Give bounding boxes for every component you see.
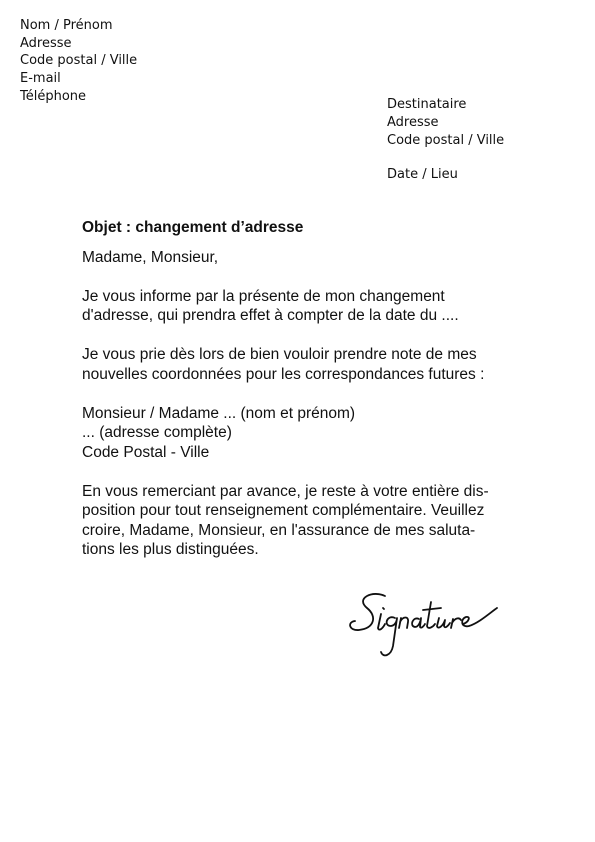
sender-name: Nom / Prénom [20, 18, 113, 33]
recipient-address: Adresse [387, 115, 439, 130]
paragraph-line: tions les plus distinguées. [82, 541, 259, 558]
letter-subject: Objet : changement d’adresse [82, 219, 304, 236]
handwritten-signature [345, 588, 505, 663]
letter-body [82, 218, 522, 579]
letter-greeting: Madame, Monsieur, [82, 248, 219, 266]
paragraph-notice [82, 287, 522, 326]
paragraph-line: En vous remerciant par avance, je reste à votre entière dis- [82, 482, 489, 500]
paragraph-line: croire, Madame, Monsieur, en l'assurance de mes saluta- [82, 521, 476, 539]
paragraph-request [82, 345, 522, 384]
new-address-street: ... (adresse complète) [82, 424, 232, 441]
sender-block [20, 17, 137, 106]
sender-phone: Téléphone [20, 88, 87, 104]
sender-postal-city: Code postal / Ville [20, 53, 138, 69]
new-address-block [82, 404, 522, 463]
paragraph-line: nouvelles coordonnées pour les correspondances futures : [82, 365, 485, 383]
date-place: Date / Lieu [387, 167, 458, 182]
recipient-postal-city: Code postal / Ville [387, 133, 505, 148]
sender-email: E-mail [20, 71, 61, 87]
paragraph-closing [82, 482, 522, 560]
sender-address: Adresse [20, 35, 72, 51]
recipient-name: Destinataire [387, 97, 467, 112]
paragraph-line: Je vous informe par la présente de mon changement [82, 287, 445, 305]
paragraph-line: Je vous prie dès lors de bien vouloir prendre note de mes [82, 346, 477, 363]
recipient-block [387, 96, 504, 150]
new-address-name: Monsieur / Madame ... (nom et prénom) [82, 404, 356, 422]
paragraph-line: d'adresse, qui prendra effet à compter de la date du .... [82, 307, 459, 324]
paragraph-line: position pour tout renseignement complémentaire. Veuillez [82, 502, 485, 519]
new-address-postal-city: Code Postal - Ville [82, 443, 210, 461]
